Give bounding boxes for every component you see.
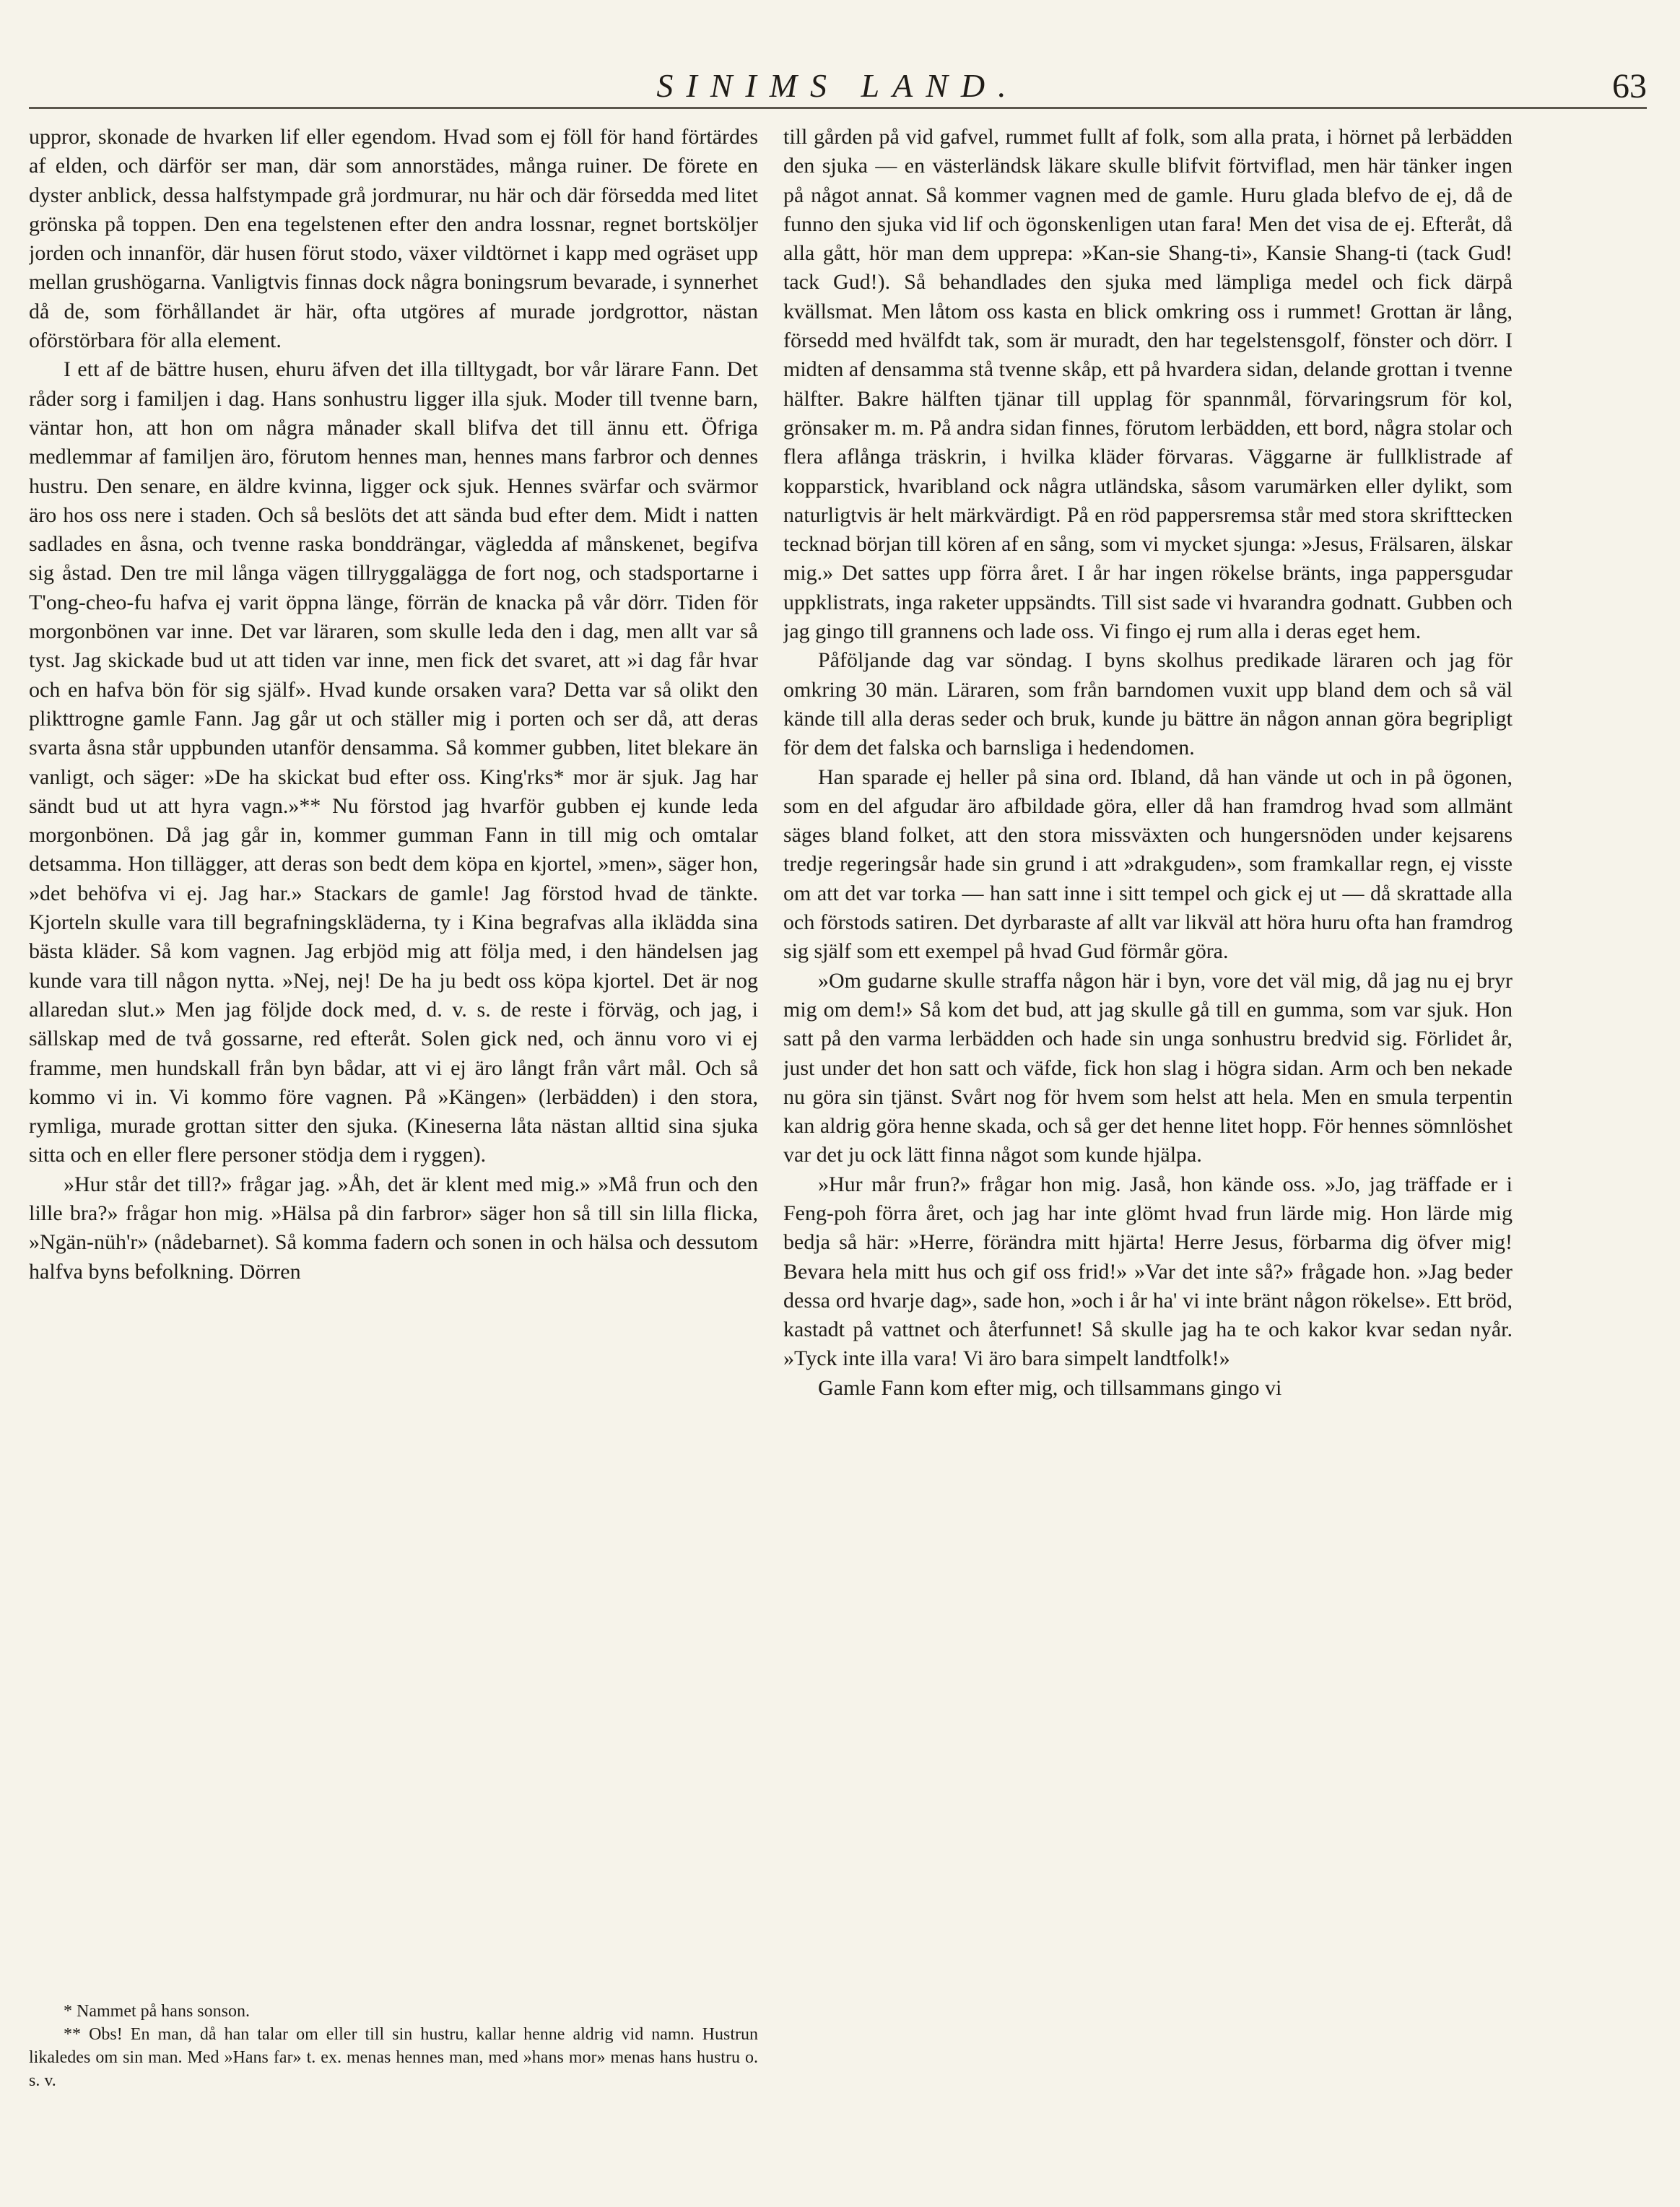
paragraph: Han sparade ej heller på sina ord. Ibland, då han vände ut och in på ögonen, som en del afgudar äro afbildade göra, eller då han framdrog hvad som allmänt säges bland folket, att den stora missväxten och hungersnöden under kejsarens tredje regeringsår hade sin grund i att »drakguden», som framkallar regn, ej visste om att det var torka — han satt inne i sitt tempel och gick ej ut — då skrattade alla och förstods satiren. Det dyrbaraste af allt var likväl att höra huru ofta han framdrog sig själf som ett exempel på hvad Gud förmår göra. bbox=[783, 765, 1513, 964]
paragraph: »Om gudarne skulle straffa någon här i byn, vore det väl mig, då jag nu ej bryr mig om dem!» Så kom det bud, att jag skulle gå till en gumma, som var sjuk. Hon satt på den varma lerbädden och hade sin unga sonhustru bredvid sig. Förlidet år, just under det hon satt och väfde, fick hon slag i högra sidan. Arm och ben nekade nu göra sin tjänst. Svårt nog för hvem som helst att hela. Men en smula terpentin kan aldrig göra henne skada, och så ger det henne litet hopp. För hennes sömnlöshet var det ju ock lätt finna något som kunde hjälpa. bbox=[783, 968, 1513, 1167]
paragraph: till gården på vid gafvel, rummet fullt af folk, som alla prata, i hörnet på lerbädden den sjuka — en västerländsk läkare skulle blifvit förtviflad, men här tänker ingen på något annat. Så kommer vagnen med de gamle. Huru glada blefvo de ej, då de funno den sjuka vid lif och ögonskenligen utan fara! Men det visa de ej. Efteråt, då alla gått, hör man dem upprepa: »Kan-sie Shang-ti», Kansie Shang-ti (tack Gud! tack Gud!). Så behandlades den sjuka med lämpliga medel och fick därpå kvällsmat. Men låtom oss kasta en blick omkring oss i rummet! Grottan är lång, försedd med hvälfdt tak, som är muradt, den har tegelstensgolf, fönster och dörr. I midten af densamma stå tvenne skåp, ett på hvardera sidan, delande grottan i tvenne hälfter. Bakre hälften tjänar till upplag för spannmål, förvaringsrum för kol, grönsaker m. m. På andra sidan finnes, förutom lerbädden, ett bord, några stolar och flera aflånga träskrin, i hvilka kläder förvaras. Väggarne är fullklistrade af kopparstick, hvaribland ock några utländska, såsom varumärken eller dylikt, som naturligtvis är helt märkvärdigt. På en röd pappersremsa står med stora skrifttecken tecknad början till kören af en sång, som vi mycket sjunga: »Jesus, Frälsaren, älskar mig.» Det sattes upp förra året. I år har ingen rökelse bränts, inga pappersgudar uppklistrats, inga raketer uppsändts. Till sist sade vi hvarandra godnatt. Gubben och jag gingo till grannens och lade oss. Vi fingo ej rum alla i deras eget hem. bbox=[783, 125, 1513, 644]
paragraph: »Hur står det till?» frågar jag. »Åh, det är klent med mig.» »Må frun och den lille bra?» frågar hon mig. »Hälsa på din farbror» säger hon så till sin lilla flicka, »Ngän-nüh'r» (nådebarnet). Så komma fadern och sonen in och hälsa och dessutom halfva byns befolkning. Dörren bbox=[29, 1172, 758, 1284]
footnote: * Nammet på hans sonson. bbox=[64, 2002, 250, 2021]
paragraph: »Hur mår frun?» frågar hon mig. Jaså, hon kände oss. »Jo, jag träffade er i Feng-poh förra året, och jag har inte glömt hvad frun lärde mig. Hon lärde mig bedja så här: »Herre, förändra mitt hjärta! Herre Jesus, förbarma dig öfver mig! Bevara hela mitt hus och gif oss frid!» »Var det inte så?» frågade hon. »Jag beder dessa ord hvarje dag», sade hon, »och i år ha' vi inte bränt någon rökelse». Ett bröd, kastadt på vattnet och återfunnet! Så skulle jag ha te och kakor kvar sedan nyår. »Tyck inte illa vara! Vi äro bara simpelt landtfolk!» bbox=[783, 1172, 1513, 1371]
paragraph: Påföljande dag var söndag. I byns skolhus predikade läraren och jag för omkring 30 män. Läraren, som från barndomen vuxit upp bland dem och så väl kände till alla deras seder och bruk, kunde ju bättre än någon annan göra begripligt för dem det falska och barnsliga i hedendomen. bbox=[783, 648, 1513, 760]
running-title: SINIMS LAND. bbox=[656, 67, 1019, 104]
paragraph: I ett af de bättre husen, ehuru äfven det illa tilltygadt, bor vår lärare Fann. Det råder sorg i familjen i dag. Hans sonhustru ligger illa sjuk. Moder till tvenne barn, väntar hon, att hon om några månader skall blifva det till ännu ett. Öfriga medlemmar af familjen äro, förutom hennes man, hennes mans farbror och dennes hustru. Den senare, en äldre kvinna, ligger ock sjuk. Hennes svärfar och svärmor äro hos oss nere i staden. Och så beslöts det att sända bud efter dem. Midt i natten sadlades en åsna, och tvenne raska bonddrängar, vägledda af månskenet, begifva sig åstad. Den tre mil långa vägen tillryggalägga de fort nog, och stadsportarne i T'ong-cheo-fu hafva ej varit öppna länge, förrän de knacka på vår dörr. Tiden för morgonbönen var inne. Det var läraren, som skulle leda den i dag, men allt var så tyst. Jag skickade bud ut att tiden var inne, men fick det svaret, att »i dag får hvar och en hafva bön för sig själf». Hvad kunde orsaken vara? Detta var så olikt den plikttrogne gamle Fann. Jag går ut och ställer mig i porten och ser då, att deras svarta åsna står uppbunden utanför densamma. Så kommer gubben, litet blekare än vanligt, och säger: »De ha skickat bud efter oss. King'rks* mor är sjuk. Jag har sändt bud ut att hyra vagn.»** Nu förstod jag hvarför gubben ej kunde leda morgonbönen. Då jag går in, kommer gumman Fann in till mig och omtalar detsamma. Hon tillägger, att deras son bedt dem köpa en kjortel, »men», säger hon, »det behöfva vi ej. Jag har.» Stackars de gamle! Jag förstod hvad de tänkte. Kjorteln skulle vara till begrafningskläderna, ty i Kina begrafvas alla iklädda sina bästa kläder. Så kom vagnen. Jag erbjöd mig att följa med, i den händelsen jag kunde vara till någon nytta. »Nej, nej! De ha ju bedt oss köpa kjortel. Det är nog allaredan slut.» Men jag följde dock med, d. v. s. de reste i förväg, och jag, i sällskap med de två gossarne, red efteråt. Solen gick ned, och ännu voro vi ej framme, men hundskall från byn bådar, att vi ej äro långt från vårt mål. Och så kommo vi in. Vi kommo före vagnen. På »Kängen» (lerbädden) i den stora, rymliga, murade grottan sitter den sjuka. (Kineserna låta nästan alltid sina sjuka sitta och en eller flere personer stödja dem i ryggen). bbox=[29, 357, 758, 1167]
footnote: ** Obs! En man, då han talar om eller till sin hustru, kallar henne aldrig vid namn. Hustrun likaledes om sin man. Med »Hans far» t. ex. menas hennes man, med »hans mor» menas hans hustru o. s. v. bbox=[29, 2025, 758, 2090]
page-number: 63 bbox=[1612, 67, 1647, 105]
paragraph: Gamle Fann kom efter mig, och tillsammans gingo vi bbox=[818, 1375, 1282, 1400]
paragraph: uppror, skonade de hvarken lif eller egendom. Hvad som ej föll för hand förtärdes af elden, och därför ser man, där som annorstädes, många ruiner. De förete en dyster anblick, dessa halfstympade grå jordmurar, nu här och där försedda med litet grönska på toppen. Den ena tegelstenen efter den andra lossnar, regnet bortsköljer jorden och innanför, där husen förut stodo, växer vildtörnet i kapp med ogräset upp mellan grushögarna. Vanligtvis finnas dock några boningsrum bevarade, i synnerhet då de, som förhållandet är här, ofta utgöres af murade jordgrottor, nästan oförstörbara för alla element. bbox=[29, 125, 758, 353]
left-column bbox=[29, 123, 758, 2195]
footnotes bbox=[29, 2000, 758, 2092]
running-head bbox=[29, 66, 1647, 109]
right-column bbox=[783, 123, 1513, 2188]
